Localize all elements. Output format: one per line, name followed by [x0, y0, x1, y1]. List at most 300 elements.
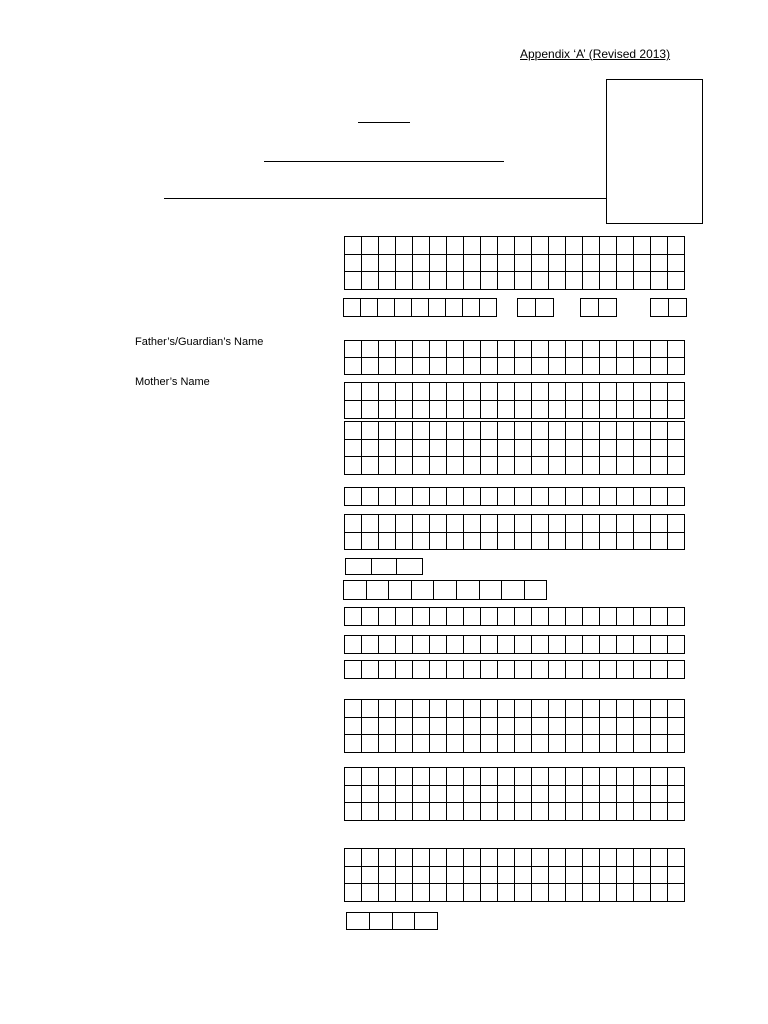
char-box[interactable] — [549, 272, 566, 290]
char-box[interactable] — [515, 867, 532, 885]
char-box[interactable] — [430, 440, 447, 458]
char-box[interactable] — [617, 358, 634, 375]
char-box[interactable] — [634, 515, 651, 533]
char-box[interactable] — [430, 358, 447, 375]
char-box[interactable] — [600, 700, 617, 718]
char-box[interactable] — [651, 735, 668, 753]
char-box[interactable] — [617, 661, 634, 679]
char-box[interactable] — [396, 440, 413, 458]
char-box[interactable] — [515, 700, 532, 718]
char-box[interactable] — [413, 440, 430, 458]
char-box[interactable] — [668, 884, 685, 902]
char-box[interactable] — [532, 867, 549, 885]
char-box[interactable] — [617, 272, 634, 290]
char-box[interactable] — [413, 661, 430, 679]
char-box[interactable] — [532, 341, 549, 358]
char-box[interactable] — [362, 457, 379, 475]
char-box[interactable] — [498, 867, 515, 885]
char-box[interactable] — [634, 422, 651, 440]
char-box[interactable] — [362, 803, 379, 821]
char-box[interactable] — [651, 700, 668, 718]
char-box[interactable] — [634, 786, 651, 804]
char-box[interactable] — [498, 341, 515, 358]
mother-name-boxes[interactable] — [344, 382, 685, 419]
char-box[interactable] — [600, 533, 617, 551]
char-box[interactable] — [549, 636, 566, 654]
char-box[interactable] — [549, 786, 566, 804]
char-box[interactable] — [634, 718, 651, 736]
char-box[interactable] — [430, 488, 447, 506]
char-box[interactable] — [600, 358, 617, 375]
char-box[interactable] — [617, 422, 634, 440]
char-box[interactable] — [430, 383, 447, 401]
char-box[interactable] — [600, 422, 617, 440]
char-box[interactable] — [345, 636, 362, 654]
char-box[interactable] — [396, 488, 413, 506]
char-box[interactable] — [515, 786, 532, 804]
char-box[interactable] — [583, 272, 600, 290]
char-box[interactable] — [413, 867, 430, 885]
char-box[interactable] — [379, 768, 396, 786]
char-box[interactable] — [583, 718, 600, 736]
char-box[interactable] — [480, 581, 503, 600]
char-box[interactable] — [498, 457, 515, 475]
char-box[interactable] — [447, 383, 464, 401]
char-box[interactable] — [600, 867, 617, 885]
char-box[interactable] — [447, 786, 464, 804]
char-box[interactable] — [396, 457, 413, 475]
char-box[interactable] — [549, 255, 566, 273]
char-box[interactable] — [430, 768, 447, 786]
char-box[interactable] — [668, 718, 685, 736]
char-box[interactable] — [549, 884, 566, 902]
char-box[interactable] — [498, 718, 515, 736]
char-box[interactable] — [413, 768, 430, 786]
char-box[interactable] — [634, 457, 651, 475]
short-code-boxes[interactable] — [345, 558, 423, 575]
char-box[interactable] — [600, 718, 617, 736]
char-box[interactable] — [668, 488, 685, 506]
char-box[interactable] — [583, 636, 600, 654]
char-box[interactable] — [396, 533, 413, 551]
char-box[interactable] — [481, 440, 498, 458]
char-box[interactable] — [549, 440, 566, 458]
char-box[interactable] — [498, 255, 515, 273]
char-box[interactable] — [396, 636, 413, 654]
char-box[interactable] — [634, 237, 651, 255]
char-box[interactable] — [600, 255, 617, 273]
char-box[interactable] — [447, 457, 464, 475]
char-box[interactable] — [600, 488, 617, 506]
char-box[interactable] — [549, 341, 566, 358]
char-box[interactable] — [634, 636, 651, 654]
field-row-boxes-2[interactable] — [344, 514, 685, 550]
char-box[interactable] — [583, 608, 600, 626]
char-box[interactable] — [581, 299, 599, 317]
char-box[interactable] — [481, 768, 498, 786]
char-box[interactable] — [396, 849, 413, 867]
char-box[interactable] — [447, 440, 464, 458]
char-box[interactable] — [379, 255, 396, 273]
char-box[interactable] — [583, 457, 600, 475]
char-box[interactable] — [634, 661, 651, 679]
char-box[interactable] — [583, 735, 600, 753]
char-box[interactable] — [379, 867, 396, 885]
char-box[interactable] — [549, 383, 566, 401]
char-box[interactable] — [481, 636, 498, 654]
char-box[interactable] — [447, 422, 464, 440]
char-box[interactable] — [617, 533, 634, 551]
char-box[interactable] — [379, 383, 396, 401]
char-box[interactable] — [345, 849, 362, 867]
char-box[interactable] — [396, 661, 413, 679]
char-box[interactable] — [396, 383, 413, 401]
char-box[interactable] — [379, 884, 396, 902]
char-box[interactable] — [651, 299, 669, 317]
char-box[interactable] — [345, 383, 362, 401]
char-box[interactable] — [566, 457, 583, 475]
char-box[interactable] — [396, 515, 413, 533]
char-box[interactable] — [447, 515, 464, 533]
char-box[interactable] — [480, 299, 497, 317]
char-box[interactable] — [481, 608, 498, 626]
char-box[interactable] — [481, 358, 498, 375]
char-box[interactable] — [345, 358, 362, 375]
char-box[interactable] — [549, 422, 566, 440]
char-box[interactable] — [481, 700, 498, 718]
char-box[interactable] — [525, 581, 548, 600]
char-box[interactable] — [413, 488, 430, 506]
char-box[interactable] — [345, 237, 362, 255]
char-box[interactable] — [651, 718, 668, 736]
char-box[interactable] — [345, 718, 362, 736]
char-box[interactable] — [583, 661, 600, 679]
char-box[interactable] — [668, 849, 685, 867]
char-box[interactable] — [566, 849, 583, 867]
char-box[interactable] — [464, 786, 481, 804]
char-box[interactable] — [464, 700, 481, 718]
char-box[interactable] — [396, 341, 413, 358]
char-box[interactable] — [583, 341, 600, 358]
char-box[interactable] — [634, 884, 651, 902]
char-box[interactable] — [430, 718, 447, 736]
char-box[interactable] — [549, 237, 566, 255]
char-box[interactable] — [668, 700, 685, 718]
char-box[interactable] — [515, 255, 532, 273]
char-box[interactable] — [379, 735, 396, 753]
char-box[interactable] — [617, 786, 634, 804]
char-box[interactable] — [413, 457, 430, 475]
char-box[interactable] — [362, 849, 379, 867]
char-box[interactable] — [367, 581, 390, 600]
char-box[interactable] — [396, 718, 413, 736]
char-box[interactable] — [600, 457, 617, 475]
char-box[interactable] — [583, 401, 600, 419]
char-box[interactable] — [378, 299, 395, 317]
char-box[interactable] — [430, 661, 447, 679]
char-box[interactable] — [651, 457, 668, 475]
char-box[interactable] — [515, 488, 532, 506]
char-box[interactable] — [396, 608, 413, 626]
char-box[interactable] — [413, 636, 430, 654]
char-box[interactable] — [668, 272, 685, 290]
char-box[interactable] — [600, 608, 617, 626]
char-box[interactable] — [393, 913, 416, 930]
char-box[interactable] — [362, 884, 379, 902]
char-box[interactable] — [583, 867, 600, 885]
char-box[interactable] — [498, 422, 515, 440]
char-box[interactable] — [532, 636, 549, 654]
char-box[interactable] — [566, 422, 583, 440]
char-box[interactable] — [498, 358, 515, 375]
field-row-boxes-1[interactable] — [344, 487, 685, 506]
char-box[interactable] — [600, 786, 617, 804]
char-box[interactable] — [345, 803, 362, 821]
char-box[interactable] — [532, 786, 549, 804]
char-box[interactable] — [668, 636, 685, 654]
char-box[interactable] — [549, 735, 566, 753]
char-box[interactable] — [430, 401, 447, 419]
char-box[interactable] — [651, 422, 668, 440]
char-box[interactable] — [651, 237, 668, 255]
char-box[interactable] — [617, 255, 634, 273]
char-box[interactable] — [498, 608, 515, 626]
char-box[interactable] — [566, 803, 583, 821]
char-box[interactable] — [668, 358, 685, 375]
char-box[interactable] — [600, 803, 617, 821]
char-box[interactable] — [583, 803, 600, 821]
char-box[interactable] — [379, 237, 396, 255]
char-box[interactable] — [498, 661, 515, 679]
char-box[interactable] — [362, 533, 379, 551]
char-box[interactable] — [464, 867, 481, 885]
char-box[interactable] — [447, 358, 464, 375]
char-box[interactable] — [447, 661, 464, 679]
char-box[interactable] — [413, 533, 430, 551]
char-box[interactable] — [464, 358, 481, 375]
char-box[interactable] — [379, 700, 396, 718]
char-box[interactable] — [498, 803, 515, 821]
char-box[interactable] — [566, 488, 583, 506]
char-box[interactable] — [362, 488, 379, 506]
char-box[interactable] — [651, 884, 668, 902]
char-box[interactable] — [344, 581, 367, 600]
char-box[interactable] — [362, 237, 379, 255]
char-box[interactable] — [634, 383, 651, 401]
char-box[interactable] — [617, 718, 634, 736]
char-box[interactable] — [532, 383, 549, 401]
char-box[interactable] — [549, 768, 566, 786]
char-box[interactable] — [668, 237, 685, 255]
char-box[interactable] — [413, 237, 430, 255]
char-box[interactable] — [651, 533, 668, 551]
char-box[interactable] — [481, 383, 498, 401]
char-box[interactable] — [413, 849, 430, 867]
char-box[interactable] — [583, 440, 600, 458]
char-box[interactable] — [457, 581, 480, 600]
char-box[interactable] — [498, 786, 515, 804]
char-box[interactable] — [447, 341, 464, 358]
char-box[interactable] — [566, 255, 583, 273]
char-box[interactable] — [430, 272, 447, 290]
char-box[interactable] — [430, 636, 447, 654]
char-box[interactable] — [532, 661, 549, 679]
char-box[interactable] — [396, 884, 413, 902]
char-box[interactable] — [668, 515, 685, 533]
char-box[interactable] — [345, 341, 362, 358]
char-box[interactable] — [549, 488, 566, 506]
char-box[interactable] — [669, 299, 687, 317]
char-box[interactable] — [413, 422, 430, 440]
char-box[interactable] — [668, 440, 685, 458]
char-box[interactable] — [430, 457, 447, 475]
char-box[interactable] — [379, 488, 396, 506]
char-box[interactable] — [362, 422, 379, 440]
char-box[interactable] — [379, 533, 396, 551]
char-box[interactable] — [430, 608, 447, 626]
char-box[interactable] — [651, 383, 668, 401]
char-box[interactable] — [634, 255, 651, 273]
char-box[interactable] — [515, 768, 532, 786]
char-box[interactable] — [345, 735, 362, 753]
father-guardian-name-boxes[interactable] — [344, 340, 685, 375]
char-box[interactable] — [617, 440, 634, 458]
char-box[interactable] — [379, 515, 396, 533]
char-box[interactable] — [430, 533, 447, 551]
char-box[interactable] — [515, 457, 532, 475]
char-box[interactable] — [515, 237, 532, 255]
char-box[interactable] — [532, 422, 549, 440]
char-box[interactable] — [346, 559, 372, 575]
char-box[interactable] — [668, 786, 685, 804]
char-box[interactable] — [413, 735, 430, 753]
char-box[interactable] — [549, 608, 566, 626]
char-box[interactable] — [566, 440, 583, 458]
char-box[interactable] — [566, 515, 583, 533]
char-box[interactable] — [617, 735, 634, 753]
char-box[interactable] — [566, 867, 583, 885]
char-box[interactable] — [617, 867, 634, 885]
char-box[interactable] — [600, 515, 617, 533]
char-box[interactable] — [379, 401, 396, 419]
char-box[interactable] — [362, 661, 379, 679]
char-box[interactable] — [532, 803, 549, 821]
char-box[interactable] — [583, 383, 600, 401]
char-box[interactable] — [599, 299, 617, 317]
char-box[interactable] — [566, 358, 583, 375]
char-box[interactable] — [481, 661, 498, 679]
char-box[interactable] — [370, 913, 393, 930]
char-box[interactable] — [379, 608, 396, 626]
char-box[interactable] — [430, 786, 447, 804]
char-box[interactable] — [566, 383, 583, 401]
char-box[interactable] — [532, 255, 549, 273]
char-box[interactable] — [379, 457, 396, 475]
char-box[interactable] — [532, 718, 549, 736]
char-box[interactable] — [583, 700, 600, 718]
char-box[interactable] — [566, 272, 583, 290]
char-box[interactable] — [379, 440, 396, 458]
field-block-boxes-3[interactable] — [344, 848, 685, 902]
char-box[interactable] — [617, 803, 634, 821]
char-box[interactable] — [634, 700, 651, 718]
char-box[interactable] — [430, 849, 447, 867]
char-box[interactable] — [566, 533, 583, 551]
char-box[interactable] — [362, 636, 379, 654]
char-box[interactable] — [600, 768, 617, 786]
char-box[interactable] — [651, 661, 668, 679]
char-box[interactable] — [498, 533, 515, 551]
char-box[interactable] — [464, 735, 481, 753]
char-box[interactable] — [651, 358, 668, 375]
char-box[interactable] — [481, 533, 498, 551]
char-box[interactable] — [651, 608, 668, 626]
char-box[interactable] — [583, 515, 600, 533]
char-box[interactable] — [379, 849, 396, 867]
char-box[interactable] — [617, 488, 634, 506]
char-box[interactable] — [481, 272, 498, 290]
char-box[interactable] — [617, 768, 634, 786]
char-box[interactable] — [549, 867, 566, 885]
char-box[interactable] — [566, 636, 583, 654]
char-box[interactable] — [413, 608, 430, 626]
char-box[interactable] — [413, 341, 430, 358]
char-box[interactable] — [566, 786, 583, 804]
char-box[interactable] — [532, 358, 549, 375]
char-box[interactable] — [447, 488, 464, 506]
char-box[interactable] — [634, 867, 651, 885]
char-box[interactable] — [464, 849, 481, 867]
char-box[interactable] — [463, 299, 480, 317]
char-box[interactable] — [464, 272, 481, 290]
char-box[interactable] — [447, 884, 464, 902]
char-box[interactable] — [447, 255, 464, 273]
char-box[interactable] — [347, 913, 370, 930]
char-box[interactable] — [651, 768, 668, 786]
char-box[interactable] — [532, 884, 549, 902]
char-box[interactable] — [634, 849, 651, 867]
char-box[interactable] — [634, 803, 651, 821]
field-block-boxes-2[interactable] — [344, 767, 685, 821]
char-box[interactable] — [345, 515, 362, 533]
char-box[interactable] — [362, 341, 379, 358]
char-box[interactable] — [464, 341, 481, 358]
char-box[interactable] — [481, 422, 498, 440]
char-box[interactable] — [566, 608, 583, 626]
char-box[interactable] — [362, 272, 379, 290]
char-box[interactable] — [651, 803, 668, 821]
char-box[interactable] — [412, 299, 429, 317]
char-box[interactable] — [549, 700, 566, 718]
char-box[interactable] — [345, 272, 362, 290]
char-box[interactable] — [600, 272, 617, 290]
char-box[interactable] — [464, 488, 481, 506]
char-box[interactable] — [413, 786, 430, 804]
char-box[interactable] — [481, 237, 498, 255]
char-box[interactable] — [532, 768, 549, 786]
char-box[interactable] — [651, 636, 668, 654]
char-box[interactable] — [447, 768, 464, 786]
char-box[interactable] — [362, 383, 379, 401]
char-box[interactable] — [498, 884, 515, 902]
char-box[interactable] — [413, 515, 430, 533]
char-box[interactable] — [464, 422, 481, 440]
char-box[interactable] — [345, 440, 362, 458]
char-box[interactable] — [362, 786, 379, 804]
char-box[interactable] — [515, 341, 532, 358]
address-boxes[interactable] — [344, 421, 685, 475]
char-box[interactable] — [481, 803, 498, 821]
